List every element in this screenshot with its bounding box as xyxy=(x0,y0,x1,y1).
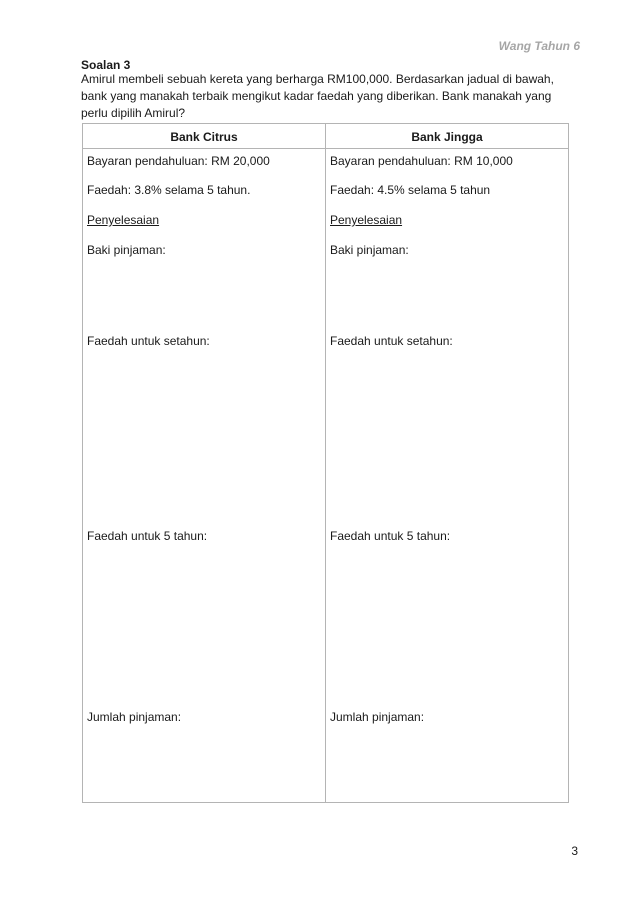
question-line: bank yang manakah terbaik mengikut kadar faedah yang diberikan. Bank manakah yang xyxy=(81,89,552,103)
header-divider xyxy=(83,148,568,149)
question-line: perlu dipilih Amirul? xyxy=(81,106,186,120)
jingga-total-loan-label: Jumlah pinjaman: xyxy=(330,710,425,724)
citrus-interest-five-years-label: Faedah untuk 5 tahun: xyxy=(87,529,208,543)
citrus-solution-label: Penyelesaian xyxy=(87,213,160,227)
answer-table xyxy=(82,123,569,803)
column-header-bank-citrus: Bank Citrus xyxy=(170,130,238,144)
question-line: Amirul membeli sebuah kereta yang berharga RM100,000. Berdasarkan jadual di bawah, xyxy=(81,72,554,86)
jingga-loan-balance-label: Baki pinjaman: xyxy=(330,243,409,257)
page-number: 3 xyxy=(571,844,578,858)
jingga-interest-five-years-label: Faedah untuk 5 tahun: xyxy=(330,529,451,543)
citrus-down-payment: Bayaran pendahuluan: RM 20,000 xyxy=(87,154,270,168)
column-divider xyxy=(325,124,326,802)
citrus-interest-one-year-label: Faedah untuk setahun: xyxy=(87,334,210,348)
page-header-title: Wang Tahun 6 xyxy=(498,39,580,53)
jingga-solution-label: Penyelesaian xyxy=(330,213,403,227)
citrus-interest-rate: Faedah: 3.8% selama 5 tahun. xyxy=(87,183,251,197)
citrus-total-loan-label: Jumlah pinjaman: xyxy=(87,710,182,724)
jingga-interest-one-year-label: Faedah untuk setahun: xyxy=(330,334,453,348)
question-label: Soalan 3 xyxy=(81,58,131,72)
citrus-loan-balance-label: Baki pinjaman: xyxy=(87,243,166,257)
jingga-down-payment: Bayaran pendahuluan: RM 10,000 xyxy=(330,154,513,168)
jingga-interest-rate: Faedah: 4.5% selama 5 tahun xyxy=(330,183,491,197)
column-header-bank-jingga: Bank Jingga xyxy=(411,130,483,144)
question-text xyxy=(81,71,571,122)
